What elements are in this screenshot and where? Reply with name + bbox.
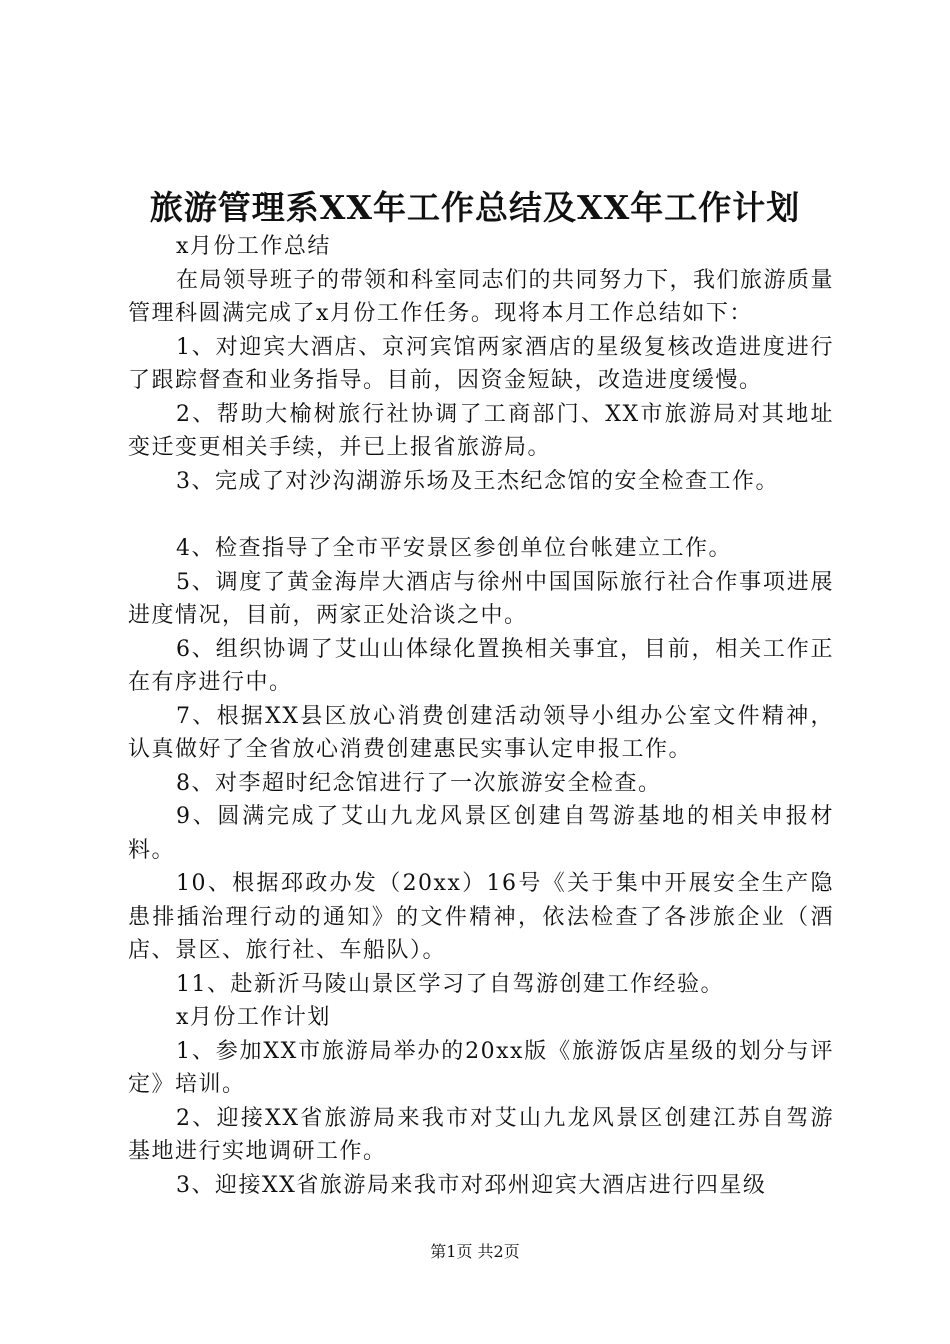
plan-item-1: 1、参加XX市旅游局举办的20xx版《旅游饭店星级的划分与评定》培训。 bbox=[128, 1038, 834, 1097]
paragraph-gap bbox=[128, 498, 834, 532]
summary-item-7: 7、根据XX县区放心消费创建活动领导小组办公室文件精神，认真做好了全省放心消费创建惠民实事认定申报工作。 bbox=[128, 703, 834, 762]
document-title: 旅游管理系XX年工作总结及XX年工作计划 bbox=[149, 188, 801, 227]
summary-item-3: 3、完成了对沙沟湖游乐场及王杰纪念馆的安全检查工作。 bbox=[176, 468, 779, 494]
section-heading-summary: x月份工作总结 bbox=[176, 234, 331, 259]
summary-item-1: 1、对迎宾大酒店、京河宾馆两家酒店的星级复核改造进度进行了跟踪督查和业务指导。目前，因资金短缺，改造进度缓慢。 bbox=[128, 334, 834, 393]
document-body bbox=[128, 230, 834, 1202]
summary-item-8: 8、对李超时纪念馆进行了一次旅游安全检查。 bbox=[176, 770, 662, 796]
summary-item-6: 6、组织协调了艾山山体绿化置换相关事宜，目前，相关工作正在有序进行中。 bbox=[128, 636, 834, 695]
summary-item-4: 4、检查指导了全市平安景区参创单位台帐建立工作。 bbox=[176, 536, 732, 561]
summary-item-2: 2、帮助大榆树旅行社协调了工商部门、XX市旅游局对其地址变迁变更相关手续，并已上报省旅游局。 bbox=[128, 401, 834, 460]
summary-item-11: 11、赴新沂马陵山景区学习了自驾游创建工作经验。 bbox=[176, 971, 724, 997]
summary-item-5: 5、调度了黄金海岸大酒店与徐州中国国际旅行社合作事项进展进度情况，目前，两家正处洽谈之中。 bbox=[128, 569, 834, 628]
plan-item-3: 3、迎接XX省旅游局来我市对邳州迎宾大酒店进行四星级 bbox=[176, 1172, 767, 1198]
plan-item-2: 2、迎接XX省旅游局来我市对艾山九龙风景区创建江苏自驾游基地进行实地调研工作。 bbox=[128, 1105, 834, 1164]
section-heading-plan: x月份工作计划 bbox=[176, 1005, 331, 1030]
summary-item-10: 10、根据邳政办发（20xx）16号《关于集中开展安全生产隐患排插治理行动的通知》的文件精神，依法检查了各涉旅企业（酒店、景区、旅行社、车船队）。 bbox=[128, 871, 834, 963]
page-footer: 第1页 共2页 bbox=[430, 1242, 520, 1261]
summary-item-9: 9、圆满完成了艾山九龙风景区创建自驾游基地的相关申报材料。 bbox=[128, 804, 834, 863]
intro-paragraph: 在局领导班子的带领和科室同志们的共同努力下，我们旅游质量管理科圆满完成了x月份工作任务。现将本月工作总结如下： bbox=[128, 267, 835, 326]
